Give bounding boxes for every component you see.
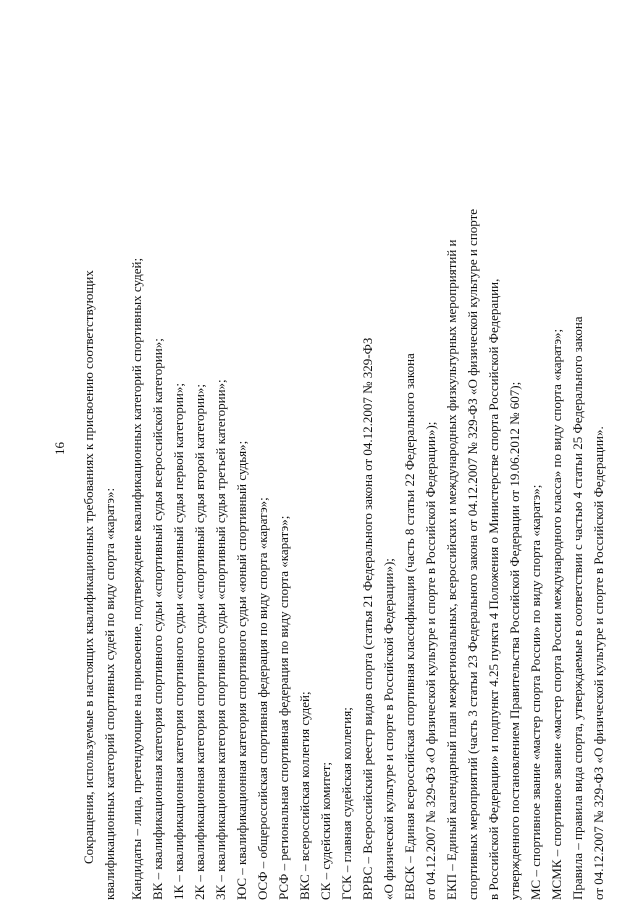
text-line: ЕВСК – Единая всероссийская спортивная классификация (часть 8 статьи 22 Федерального закона <box>402 353 417 900</box>
text-line: 3К – квалификационная категория спортивного судьи «спортивный судья третьей категории»; <box>213 379 228 900</box>
text-line: ГСК – главная судейская коллегия; <box>339 707 354 900</box>
text-line: от 04.12.2007 № 329-ФЗ «О физической культуре и спорте в Российской Федерации». <box>591 426 606 900</box>
text-line: ОСФ – общероссийская спортивная федерация по виду спорта «каратэ»; <box>255 497 270 900</box>
text-line: Кандидаты – лица, претендующие на присвоение, подтверждение квалификационных категорий спортивных судей; <box>129 257 144 900</box>
text-line: утвержденного постановлением Правительства Российской Федерации от 19.06.2012 № 607); <box>507 381 522 900</box>
text-line: ВК – квалификационная категория спортивного судьи «спортивный судья всероссийской категории»; <box>150 338 165 900</box>
text-line: ВКС – всероссийская коллегия судей; <box>297 691 312 900</box>
page-number: 16 <box>52 442 67 455</box>
text-line: СК – судейский комитет; <box>318 761 333 900</box>
text-line: спортивных мероприятий (часть 3 статьи 23 Федерального закона от 04.12.2007 № 329-ФЗ «О физической культуре и спорте <box>465 208 480 900</box>
text-line: МС – спортивное звание «мастер спорта России» по виду спорта «каратэ»; <box>528 484 543 900</box>
text-line: РСФ – региональная спортивная федерация по виду спорта «каратэ»; <box>276 515 291 900</box>
text-line: ЮС – квалификационная категория спортивного судьи «юный спортивный судья»; <box>234 440 249 900</box>
abbreviations-list <box>78 40 606 900</box>
text-line: Правила – правила вида спорта, утверждаемые в соответствии с частью 4 статьи 25 Федерального закона <box>570 316 585 900</box>
text-line: от 04.12.2007 № 329-ФЗ «О физической культуре и спорте в Российской Федерации»); <box>423 421 438 900</box>
text-line: ВРВС – Всероссийский реестр видов спорта (статья 21 Федерального закона от 04.12.2007 № 329-ФЗ <box>360 337 375 900</box>
text-line: «О физической культуре и спорте в Российской Федерации»); <box>381 558 396 900</box>
text-line: МСМК – спортивное звание «мастер спорта России международного класса» по виду спорта «каратэ»; <box>549 328 564 900</box>
text-line: в Российской Федерации» и подпункт 4.25 пункта 4 Положения о Министерстве спорта Российской Федерации, <box>486 278 501 900</box>
text-line: ЕКП – Единый календарный план межрегиональных, всероссийских и международных физкультурных мероприятий и <box>444 239 459 900</box>
text-line: Сокращения, используемые в настоящих квалификационных требованиях к присвоению соответствующих <box>81 270 96 864</box>
text-line: квалификационных категорий спортивных судей по виду спорта «каратэ»: <box>102 487 117 900</box>
text-line: 1К – квалификационная категория спортивного судьи «спортивный судья первой категории»; <box>171 383 186 900</box>
text-line: 2К – квалификационная категория спортивного судьи «спортивный судья второй категории»; <box>192 383 207 900</box>
